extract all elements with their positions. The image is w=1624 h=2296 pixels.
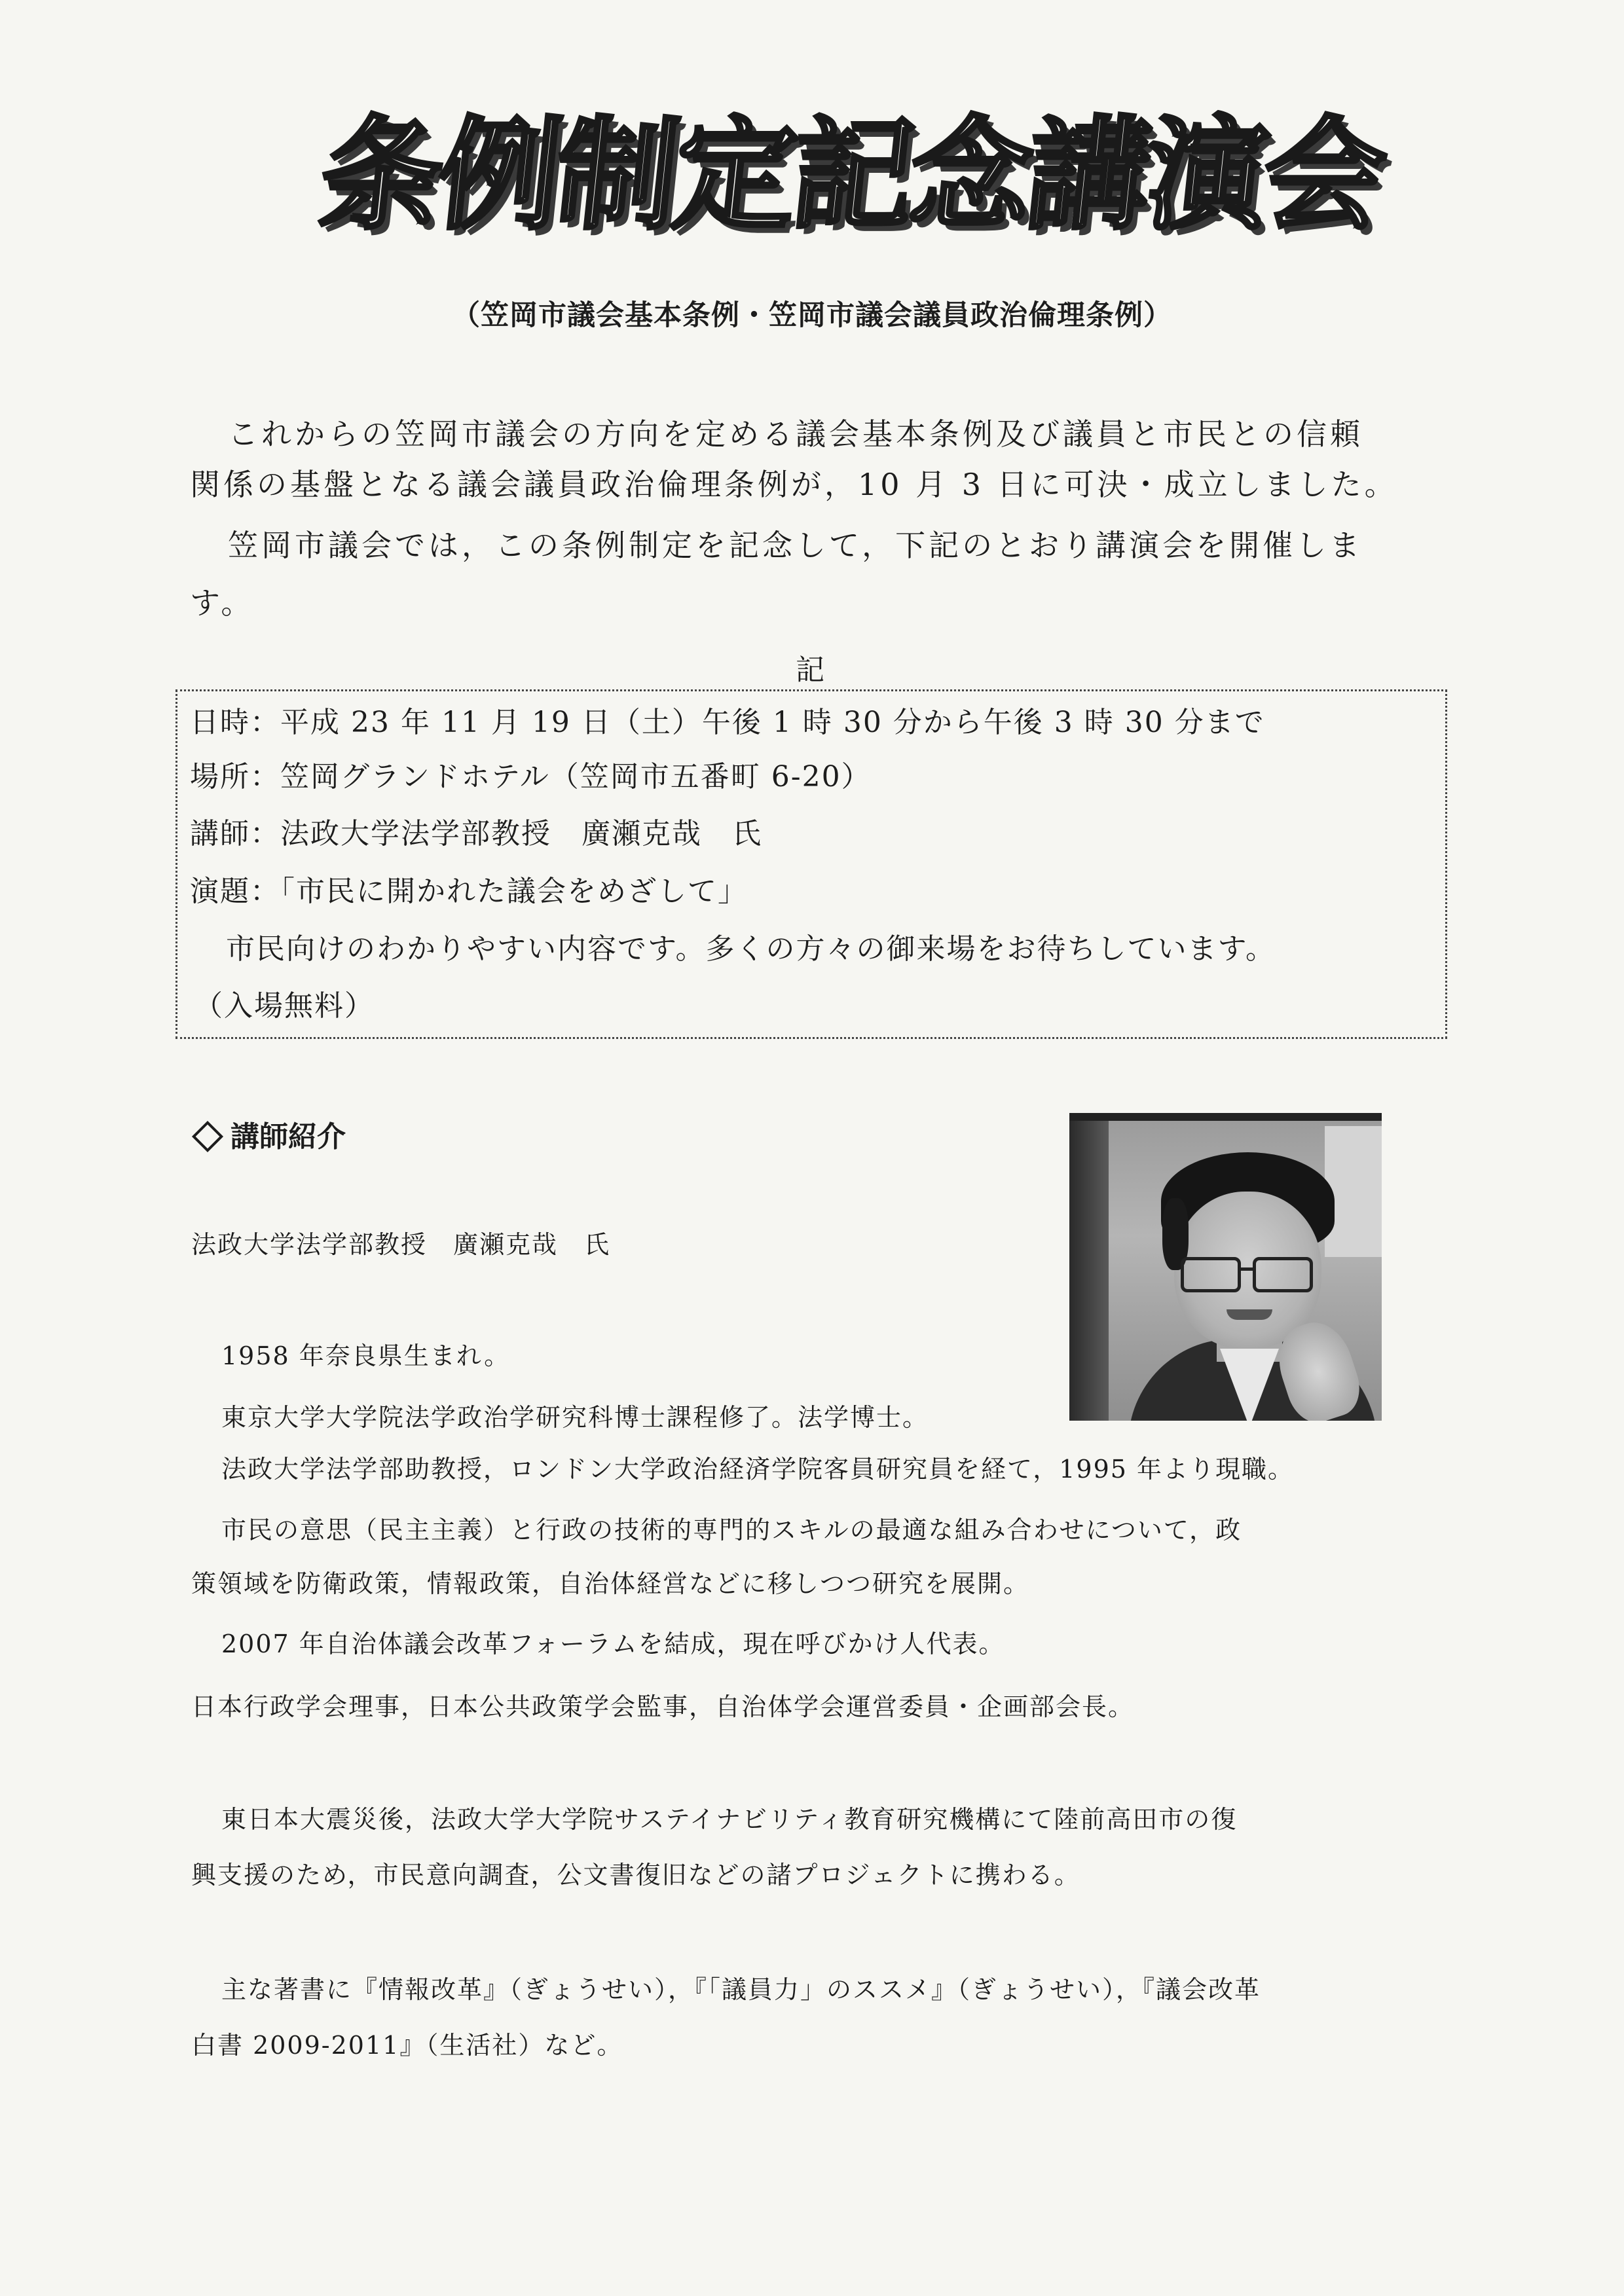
event-place: 場所：笠岡グランドホテル（笠岡市五番町 6-20） [190, 760, 872, 793]
lecturer-name: 法政大学法学部教授 廣瀬克哉 氏 [191, 1230, 611, 1259]
event-note: 市民向けのわかりやすい内容です。多くの方々の御来場をお待ちしています。 [226, 932, 1276, 966]
event-lecturer: 講師：法政大学法学部教授 廣瀬克哉 氏 [190, 817, 762, 850]
bio-line: 1958 年奈良県生まれ。 [221, 1341, 511, 1370]
event-datetime: 日時：平成 23 年 11 月 19 日（土）午後 1 時 30 分から午後 3 時 30 分まで [190, 706, 1265, 739]
books-line: 主な著書に『情報改革』（ぎょうせい），『「議員力」のススメ』（ぎょうせい），『議会改革 [221, 1975, 1261, 2004]
intro-line: これからの笠岡市議会の方向を定める議会基本条例及び議員と市民との信頼 [228, 416, 1363, 452]
bio-line: 日本行政学会理事，日本公共政策学会監事，自治体学会運営委員・企画部会長。 [191, 1692, 1135, 1721]
event-details-box [175, 689, 1447, 1039]
lecturer-photo [1069, 1113, 1382, 1421]
section-heading-text: 講師紹介 [231, 1120, 346, 1154]
disaster-line: 興支援のため，市民意向調査，公文書復旧などの諸プロジェクトに携わる。 [191, 1861, 1080, 1889]
disaster-line: 東日本大震災後，法政大学大学院サステイナビリティ教育研究機構にて陸前高田市の復 [221, 1805, 1238, 1834]
intro-line: す。 [190, 585, 255, 621]
bio-line: 2007 年自治体議会改革フォーラムを結成，現在呼びかけ人代表。 [221, 1630, 1005, 1658]
intro-line: 関係の基盤となる議会議員政治倫理条例が，10 月 3 日に可決・成立しました。 [190, 467, 1398, 502]
bio-line: 法政大学法学部助教授，ロンドン大学政治経済学院客員研究員を経て，1995 年より現職。 [221, 1455, 1295, 1484]
event-admission: （入場無料） [194, 989, 375, 1023]
page-subtitle: （笠岡市議会基本条例・笠岡市議会議員政治倫理条例） [452, 299, 1172, 332]
bio-line: 市民の意思（民主主義）と行政の技術的専門的スキルの最適な組み合わせについて，政 [221, 1516, 1242, 1544]
page-title: 条例制定記念講演会 [313, 104, 1390, 246]
bio-line: 策領域を防衛政策，情報政策，自治体経営などに移しつつ研究を展開。 [191, 1569, 1030, 1598]
books-line: 白書 2009-2011』（生活社）など。 [191, 2031, 623, 2060]
event-topic: 演題：「市民に開かれた議会をめざして」 [190, 875, 748, 908]
section-heading [191, 1113, 346, 1155]
intro-line: 笠岡市議会では，この条例制定を記念して，下記のとおり講演会を開催しま [228, 528, 1363, 563]
bio-line: 東京大学大学院法学政治学研究科博士課程修了。法学博士。 [221, 1403, 929, 1432]
diamond-icon [192, 1121, 223, 1152]
ki-marker: 記 [796, 653, 824, 687]
